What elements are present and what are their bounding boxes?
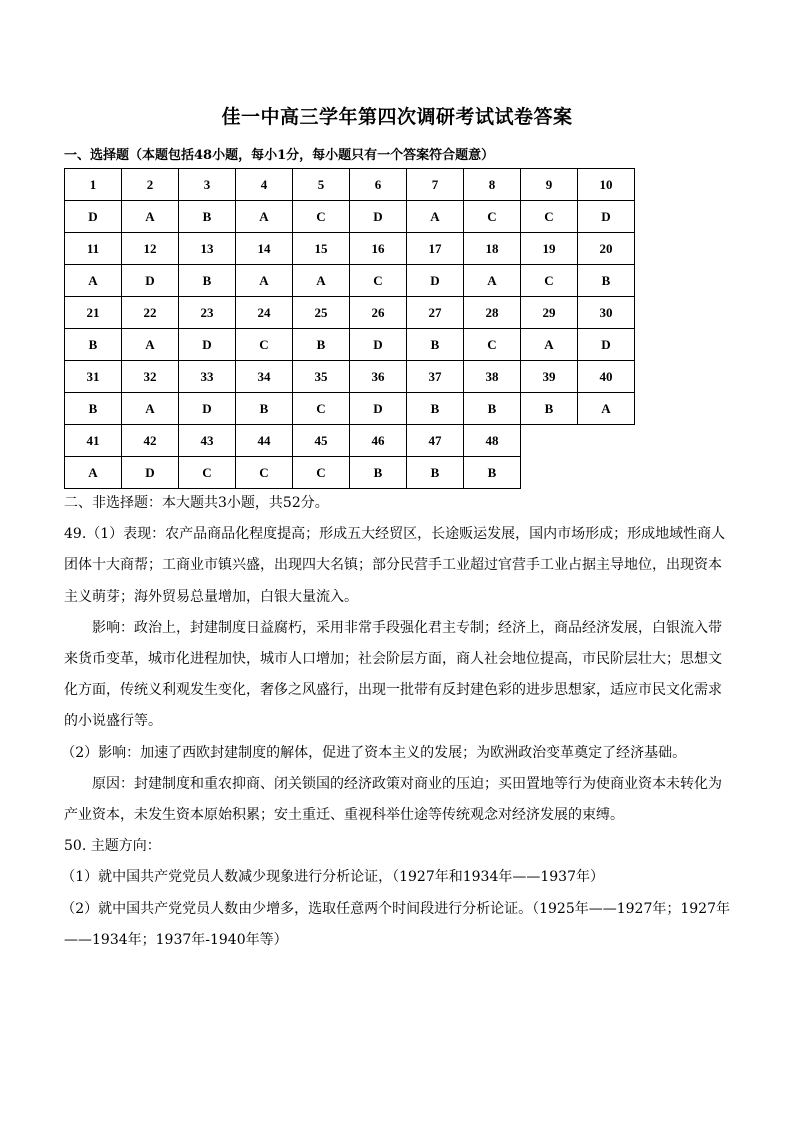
answer-cell: A — [521, 329, 578, 361]
answer-cell: B — [464, 393, 521, 425]
answer-cell: A — [65, 457, 122, 489]
answer-cell: C — [293, 201, 350, 233]
answer-row — [65, 457, 635, 489]
question-number-cell: 32 — [122, 361, 179, 393]
empty-cell — [578, 425, 635, 457]
answer-row — [65, 265, 635, 297]
question-number-cell: 16 — [350, 233, 407, 265]
answer-cell: D — [407, 265, 464, 297]
empty-cell — [521, 425, 578, 457]
answer-cell: A — [578, 393, 635, 425]
question-number-cell: 28 — [464, 297, 521, 329]
answer-cell: B — [407, 393, 464, 425]
question-number-cell: 36 — [350, 361, 407, 393]
question-number-cell: 15 — [293, 233, 350, 265]
question-number-cell: 25 — [293, 297, 350, 329]
empty-cell — [578, 457, 635, 489]
paragraph-49-1: 49.（1）表现：农产品商品化程度提高；形成五大经贸区，长途贩运发展，国内市场形成；形成地域性商人团体十大商帮；工商业市镇兴盛，出现四大名镇；部分民营手工业超过官营手工业占据主导地位，出现资本主义萌芽；海外贸易总量增加，白银大量流入。 — [64, 526, 726, 605]
answer-body — [61, 488, 730, 956]
question-number-cell: 29 — [521, 297, 578, 329]
answer-cell: D — [122, 265, 179, 297]
question-number-cell: 11 — [65, 233, 122, 265]
answer-cell: B — [293, 329, 350, 361]
question-number-cell: 14 — [236, 233, 293, 265]
question-number-cell: 27 — [407, 297, 464, 329]
question-number-cell: 48 — [464, 425, 521, 457]
answer-cell: D — [350, 393, 407, 425]
answer-cell: D — [350, 329, 407, 361]
answer-row — [65, 393, 635, 425]
question-number-cell: 8 — [464, 169, 521, 201]
paragraph-50-heading: 50. 主题方向： — [64, 838, 161, 855]
answer-cell: A — [293, 265, 350, 297]
question-number-row — [65, 233, 635, 265]
answer-cell: C — [179, 457, 236, 489]
answer-cell: B — [179, 265, 236, 297]
answer-cell: C — [521, 201, 578, 233]
question-number-cell: 41 — [65, 425, 122, 457]
answer-cell: B — [464, 457, 521, 489]
question-number-cell: 17 — [407, 233, 464, 265]
question-number-cell: 24 — [236, 297, 293, 329]
question-number-cell: 7 — [407, 169, 464, 201]
answer-cell: B — [350, 457, 407, 489]
answer-cell: D — [350, 201, 407, 233]
question-number-cell: 6 — [350, 169, 407, 201]
section-heading-choice: 一、选择题（本题包括48小题，每小1分，每小题只有一个答案符合题意） — [64, 148, 495, 163]
question-number-cell: 33 — [179, 361, 236, 393]
answer-cell: B — [521, 393, 578, 425]
question-number-cell: 45 — [293, 425, 350, 457]
paragraph-49-2-reason: 原因：封建制度和重农抑商、闭关锁国的经济政策对商业的压迫；买田置地等行为使商业资本未转化为产业资本，未发生资本原始积累；安土重迁、重视科举仕途等传统观念对经济发展的束缚。 — [64, 775, 722, 824]
question-number-cell: 2 — [122, 169, 179, 201]
answer-cell: C — [293, 457, 350, 489]
question-number-cell: 26 — [350, 297, 407, 329]
answer-cell: B — [65, 329, 122, 361]
question-number-row — [65, 297, 635, 329]
empty-cell — [521, 457, 578, 489]
answer-cell: A — [464, 265, 521, 297]
question-number-cell: 3 — [179, 169, 236, 201]
answer-cell: A — [122, 201, 179, 233]
question-number-cell: 39 — [521, 361, 578, 393]
question-number-cell: 47 — [407, 425, 464, 457]
answer-cell: A — [122, 329, 179, 361]
answer-cell: A — [122, 393, 179, 425]
answer-cell: C — [236, 329, 293, 361]
answer-row — [65, 329, 635, 361]
question-number-cell: 1 — [65, 169, 122, 201]
question-number-cell: 12 — [122, 233, 179, 265]
answer-cell: C — [464, 201, 521, 233]
question-number-cell: 20 — [578, 233, 635, 265]
question-number-row — [65, 425, 635, 457]
answer-cell: C — [350, 265, 407, 297]
question-number-cell: 10 — [578, 169, 635, 201]
answer-row — [65, 201, 635, 233]
paragraph-49-2: （2）影响：加速了西欧封建制度的解体，促进了资本主义的发展；为欧洲政治变革奠定了经济基础。 — [61, 744, 687, 761]
question-number-cell: 30 — [578, 297, 635, 329]
question-number-row — [65, 361, 635, 393]
question-number-cell: 5 — [293, 169, 350, 201]
question-number-cell: 34 — [236, 361, 293, 393]
answer-table — [64, 168, 635, 489]
answer-cell: C — [521, 265, 578, 297]
question-number-cell: 4 — [236, 169, 293, 201]
answer-cell: B — [179, 201, 236, 233]
answer-cell: D — [179, 329, 236, 361]
answer-cell: D — [179, 393, 236, 425]
answer-cell: B — [578, 265, 635, 297]
answer-cell: B — [236, 393, 293, 425]
question-number-cell: 46 — [350, 425, 407, 457]
paragraph-50-1: （1）就中国共产党党员人数减少现象进行分析论证，（1927年和1934年——1937年） — [61, 869, 604, 886]
question-number-cell: 23 — [179, 297, 236, 329]
section-heading-nonchoice: 二、非选择题：本大题共3小题，共52分。 — [64, 495, 329, 511]
question-number-row — [65, 169, 635, 201]
answer-cell: D — [578, 329, 635, 361]
paragraph-50-2: （2）就中国共产党党员人数由少增多，选取任意两个时间段进行分析论证。（1925年——1927年；1927年——1934年；1937年-1940年等） — [61, 900, 730, 948]
paragraph-49-1-impact: 影响：政治上，封建制度日益腐朽，采用非常手段强化君主专制；经济上，商品经济发展，白银流入带来货币变革，城市化进程加快，城市人口增加；社会阶层方面，商人社会地位提高，市民阶层壮大；思想文化方面，传统义利观发生变化，奢侈之风盛行，出现一批带有反封建色彩的进步思想家，适应市民文化需求的小说盛行等。 — [64, 619, 722, 730]
answer-cell: B — [407, 329, 464, 361]
answer-cell: C — [464, 329, 521, 361]
question-number-cell: 13 — [179, 233, 236, 265]
question-number-cell: 42 — [122, 425, 179, 457]
question-number-cell: 19 — [521, 233, 578, 265]
answer-cell: D — [65, 201, 122, 233]
answer-cell: A — [65, 265, 122, 297]
question-number-cell: 35 — [293, 361, 350, 393]
answer-cell: A — [236, 265, 293, 297]
page-title: 佳一中高三学年第四次调研考试试卷答案 — [221, 106, 573, 128]
answer-cell: D — [122, 457, 179, 489]
answer-cell: A — [407, 201, 464, 233]
answer-cell: C — [236, 457, 293, 489]
question-number-cell: 9 — [521, 169, 578, 201]
question-number-cell: 37 — [407, 361, 464, 393]
answer-cell: C — [293, 393, 350, 425]
answer-cell: A — [236, 201, 293, 233]
question-number-cell: 43 — [179, 425, 236, 457]
question-number-cell: 40 — [578, 361, 635, 393]
question-number-cell: 38 — [464, 361, 521, 393]
question-number-cell: 18 — [464, 233, 521, 265]
answer-cell: B — [65, 393, 122, 425]
answer-cell: B — [407, 457, 464, 489]
answer-cell: D — [578, 201, 635, 233]
question-number-cell: 22 — [122, 297, 179, 329]
question-number-cell: 44 — [236, 425, 293, 457]
question-number-cell: 31 — [65, 361, 122, 393]
question-number-cell: 21 — [65, 297, 122, 329]
